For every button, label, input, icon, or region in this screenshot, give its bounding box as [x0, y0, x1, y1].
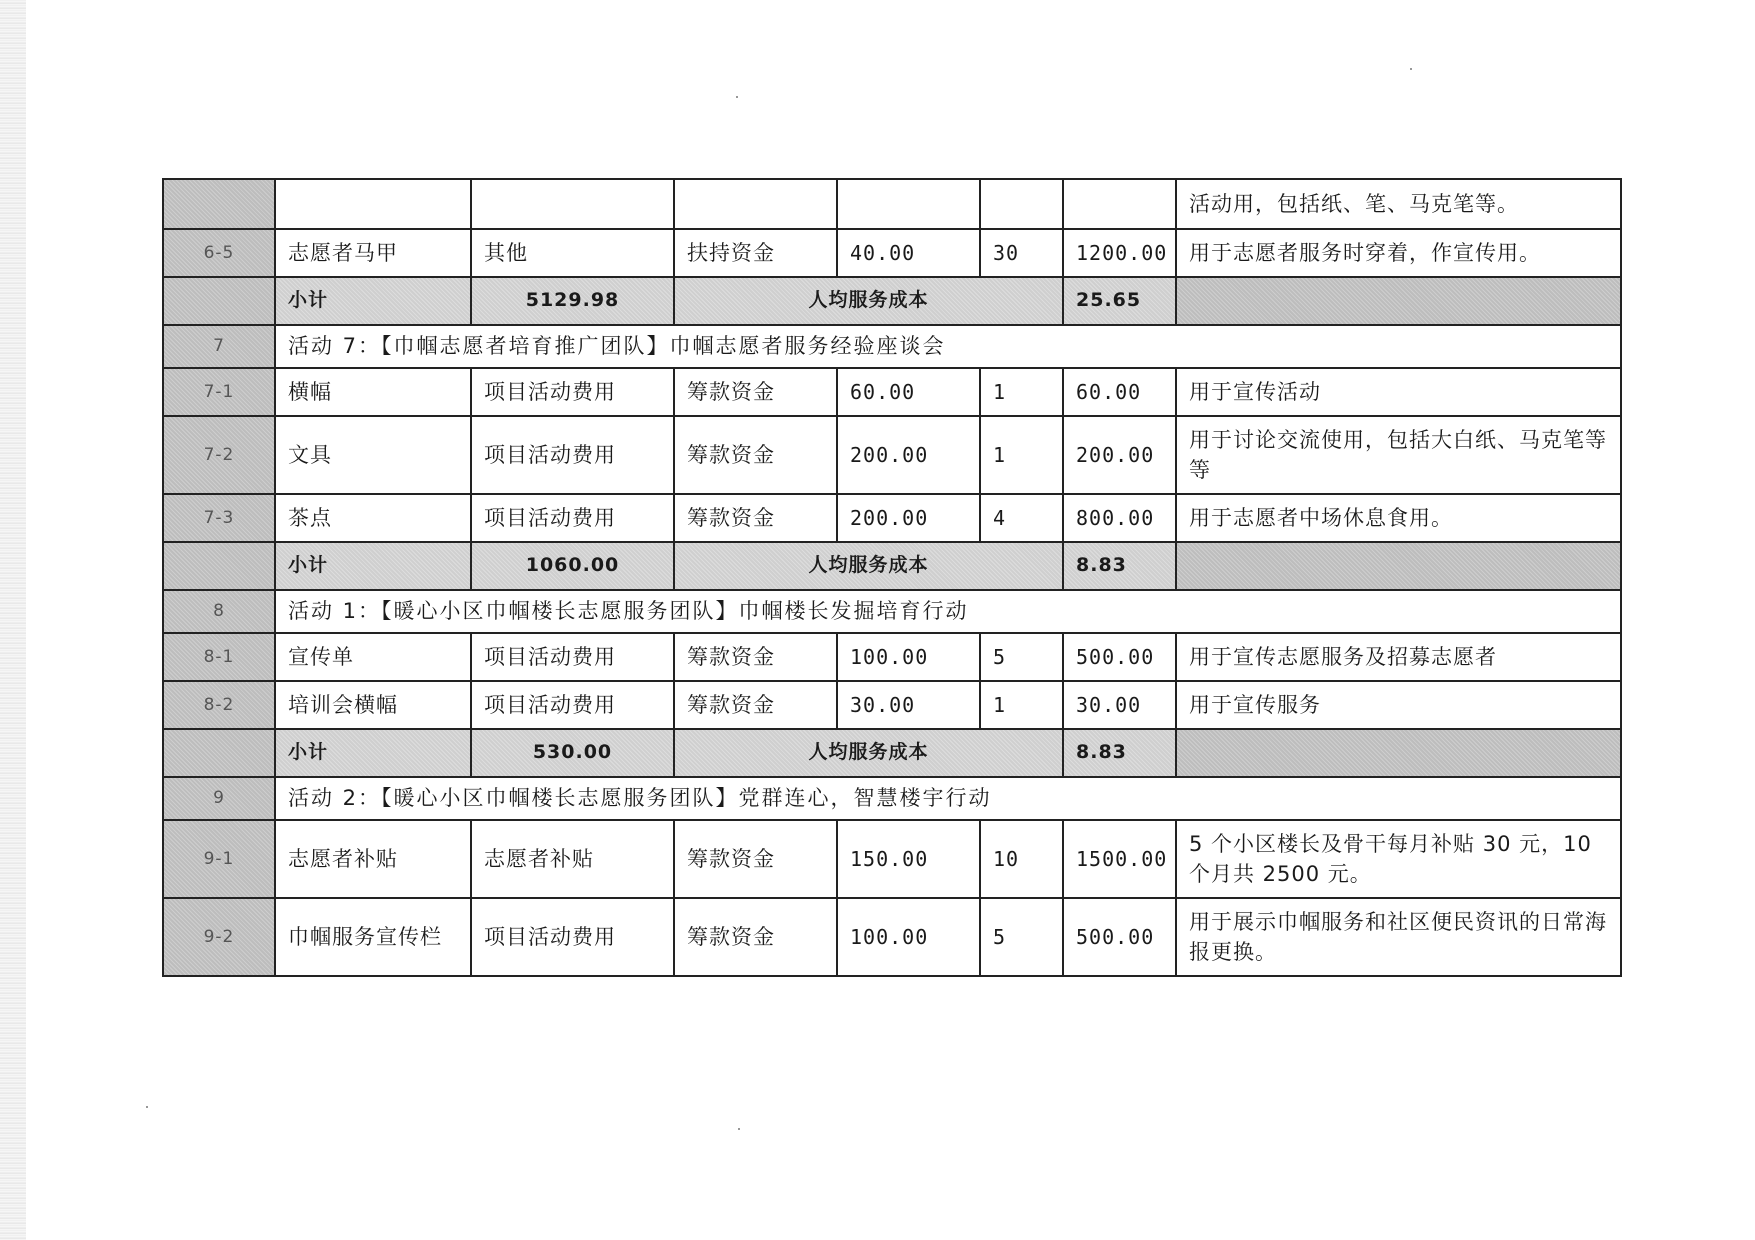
subtotal-label: 小计	[275, 729, 471, 777]
item-total: 60.00	[1063, 368, 1176, 416]
item-note: 5 个小区楼长及骨干每月补贴 30 元，10 个月共 2500 元。	[1176, 820, 1621, 898]
item-number: 9-2	[163, 898, 275, 976]
section-number: 8	[163, 590, 275, 633]
item-quantity: 4	[980, 494, 1063, 542]
subtotal-label: 小计	[275, 542, 471, 590]
subtotal-amount: 530.00	[471, 729, 674, 777]
subtotal-blank	[1176, 277, 1621, 325]
item-name: 横幅	[275, 368, 471, 416]
subtotal-row	[163, 277, 1621, 325]
per-capita-value: 8.83	[1063, 729, 1176, 777]
item-row	[163, 179, 1621, 229]
section-title: 活动 2：【暖心小区巾帼楼长志愿服务团队】党群连心，智慧楼宇行动	[275, 777, 1621, 820]
item-total: 800.00	[1063, 494, 1176, 542]
item-category: 项目活动费用	[471, 681, 674, 729]
subtotal-row	[163, 542, 1621, 590]
item-total: 500.00	[1063, 633, 1176, 681]
section-row	[163, 325, 1621, 368]
item-note: 活动用，包括纸、笔、马克笔等。	[1176, 179, 1621, 229]
item-fund-source: 筹款资金	[674, 681, 837, 729]
subtotal-spacer	[163, 542, 275, 590]
item-note: 用于志愿者服务时穿着，作宣传用。	[1176, 229, 1621, 277]
item-row	[163, 494, 1621, 542]
item-quantity: 10	[980, 820, 1063, 898]
item-row	[163, 898, 1621, 976]
subtotal-amount: 1060.00	[471, 542, 674, 590]
item-quantity: 1	[980, 416, 1063, 494]
item-row	[163, 681, 1621, 729]
item-note: 用于宣传志愿服务及招募志愿者	[1176, 633, 1621, 681]
item-total	[1063, 179, 1176, 229]
section-row	[163, 777, 1621, 820]
item-quantity	[980, 179, 1063, 229]
section-number: 7	[163, 325, 275, 368]
item-unit-price	[837, 179, 980, 229]
item-number: 8-1	[163, 633, 275, 681]
per-capita-value: 8.83	[1063, 542, 1176, 590]
item-unit-price: 60.00	[837, 368, 980, 416]
item-name: 茶点	[275, 494, 471, 542]
item-category: 项目活动费用	[471, 494, 674, 542]
item-category: 项目活动费用	[471, 633, 674, 681]
item-quantity: 5	[980, 633, 1063, 681]
subtotal-label: 小计	[275, 277, 471, 325]
item-name: 培训会横幅	[275, 681, 471, 729]
item-number: 7-2	[163, 416, 275, 494]
item-number: 7-3	[163, 494, 275, 542]
item-unit-price: 100.00	[837, 898, 980, 976]
item-note: 用于志愿者中场休息食用。	[1176, 494, 1621, 542]
item-total: 500.00	[1063, 898, 1176, 976]
item-note: 用于宣传服务	[1176, 681, 1621, 729]
item-unit-price: 30.00	[837, 681, 980, 729]
section-title: 活动 7：【巾帼志愿者培育推广团队】巾帼志愿者服务经验座谈会	[275, 325, 1621, 368]
per-capita-label: 人均服务成本	[674, 277, 1063, 325]
item-row	[163, 633, 1621, 681]
item-number: 6-5	[163, 229, 275, 277]
budget-table	[162, 178, 1622, 977]
item-fund-source	[674, 179, 837, 229]
budget-table-body	[163, 179, 1621, 976]
item-row	[163, 229, 1621, 277]
item-unit-price: 200.00	[837, 416, 980, 494]
subtotal-amount: 5129.98	[471, 277, 674, 325]
item-note: 用于讨论交流使用，包括大白纸、马克笔等等	[1176, 416, 1621, 494]
item-row	[163, 820, 1621, 898]
item-fund-source: 筹款资金	[674, 898, 837, 976]
item-fund-source: 筹款资金	[674, 416, 837, 494]
scan-speck	[736, 96, 738, 98]
item-fund-source: 筹款资金	[674, 633, 837, 681]
scan-edge-noise	[0, 0, 26, 1240]
subtotal-spacer	[163, 729, 275, 777]
item-number	[163, 179, 275, 229]
section-number: 9	[163, 777, 275, 820]
item-category	[471, 179, 674, 229]
item-category: 项目活动费用	[471, 416, 674, 494]
item-category: 项目活动费用	[471, 368, 674, 416]
item-note: 用于展示巾帼服务和社区便民资讯的日常海报更换。	[1176, 898, 1621, 976]
item-number: 7-1	[163, 368, 275, 416]
item-unit-price: 200.00	[837, 494, 980, 542]
item-fund-source: 筹款资金	[674, 820, 837, 898]
item-row	[163, 368, 1621, 416]
per-capita-value: 25.65	[1063, 277, 1176, 325]
item-total: 1200.00	[1063, 229, 1176, 277]
item-quantity: 5	[980, 898, 1063, 976]
item-fund-source: 扶持资金	[674, 229, 837, 277]
section-title: 活动 1：【暖心小区巾帼楼长志愿服务团队】巾帼楼长发掘培育行动	[275, 590, 1621, 633]
item-unit-price: 40.00	[837, 229, 980, 277]
item-name: 志愿者补贴	[275, 820, 471, 898]
item-category: 志愿者补贴	[471, 820, 674, 898]
item-quantity: 30	[980, 229, 1063, 277]
subtotal-blank	[1176, 729, 1621, 777]
item-name: 文具	[275, 416, 471, 494]
item-name	[275, 179, 471, 229]
item-name: 志愿者马甲	[275, 229, 471, 277]
item-fund-source: 筹款资金	[674, 368, 837, 416]
item-unit-price: 150.00	[837, 820, 980, 898]
item-note: 用于宣传活动	[1176, 368, 1621, 416]
item-quantity: 1	[980, 368, 1063, 416]
section-row	[163, 590, 1621, 633]
item-number: 9-1	[163, 820, 275, 898]
item-total: 30.00	[1063, 681, 1176, 729]
per-capita-label: 人均服务成本	[674, 542, 1063, 590]
item-total: 200.00	[1063, 416, 1176, 494]
item-name: 巾帼服务宣传栏	[275, 898, 471, 976]
subtotal-spacer	[163, 277, 275, 325]
item-unit-price: 100.00	[837, 633, 980, 681]
item-category: 项目活动费用	[471, 898, 674, 976]
scan-speck	[1410, 68, 1412, 70]
item-total: 1500.00	[1063, 820, 1176, 898]
item-category: 其他	[471, 229, 674, 277]
subtotal-row	[163, 729, 1621, 777]
item-number: 8-2	[163, 681, 275, 729]
item-name: 宣传单	[275, 633, 471, 681]
scan-speck	[146, 1106, 148, 1108]
item-row	[163, 416, 1621, 494]
scan-speck	[738, 1128, 740, 1130]
per-capita-label: 人均服务成本	[674, 729, 1063, 777]
item-quantity: 1	[980, 681, 1063, 729]
item-fund-source: 筹款资金	[674, 494, 837, 542]
subtotal-blank	[1176, 542, 1621, 590]
